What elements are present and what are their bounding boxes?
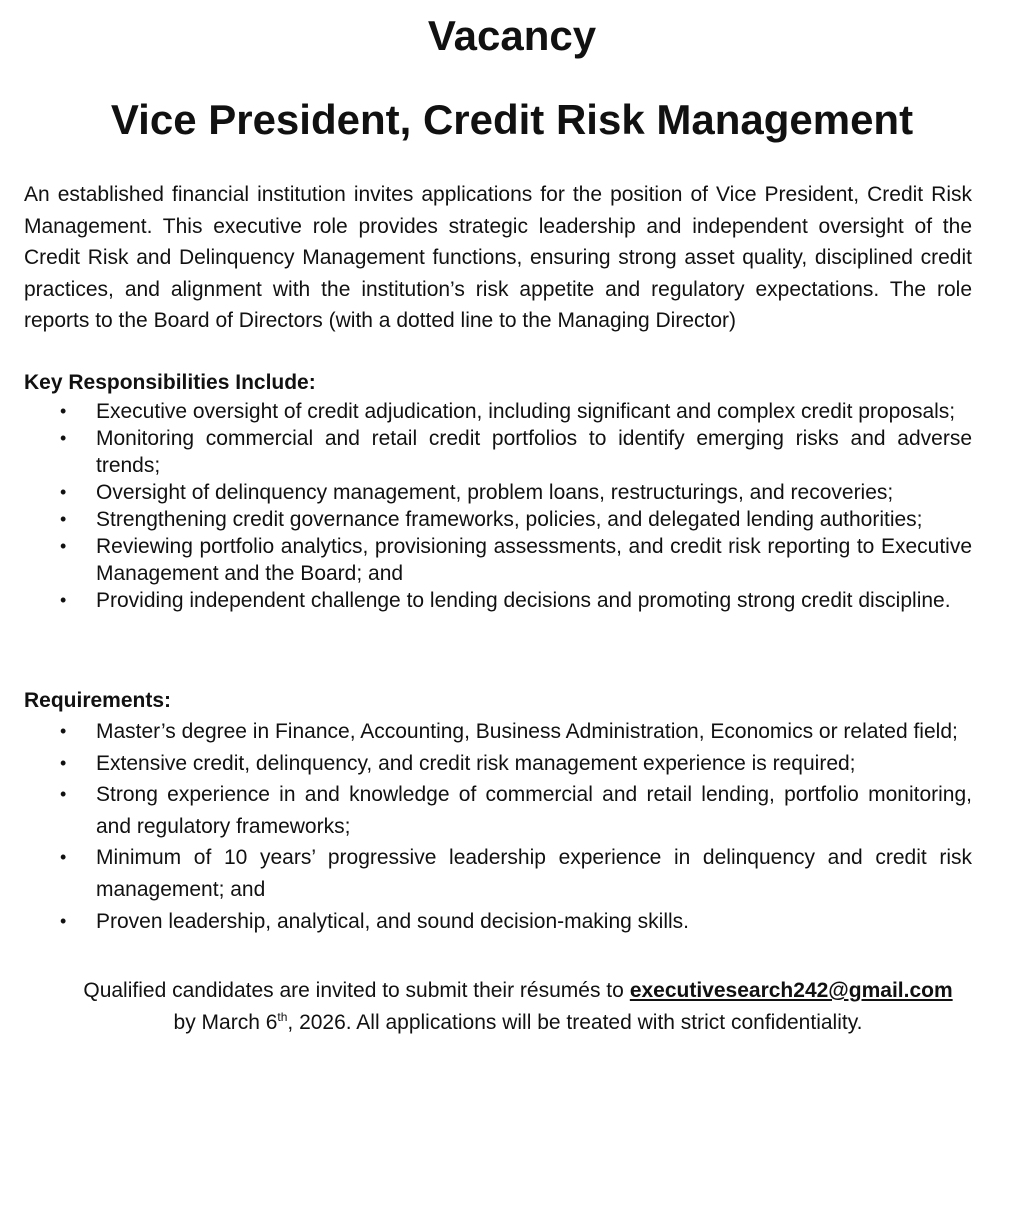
bullet-icon: • [60,589,67,610]
deadline-prefix: by March 6 [173,1011,278,1035]
deadline-suffix: , 2026. All applications will be treated with strict confidentiality. [287,1011,863,1035]
footer-line-1 [64,975,972,1007]
bullet-icon: • [60,535,67,556]
vacancy-heading: Vacancy [427,12,597,59]
responsibilities-heading: Key Responsibilities Include: [24,370,316,394]
application-instructions [24,975,972,1039]
list-item: • Proven leadership, analytical, and sound decision-making skills. [24,906,972,938]
list-item: • Executive oversight of credit adjudication, including significant and complex credit proposals; [60,399,956,423]
bullet-icon: • [60,720,67,741]
footer-line-2 [64,1007,972,1039]
bullet-icon: • [60,752,67,773]
list-item: • Strengthening credit governance frameworks, policies, and delegated lending authorities; [60,507,923,531]
bullet-icon: • [60,784,67,805]
responsibilities-list [24,398,972,614]
list-item: • Monitoring commercial and retail credit portfolios to identify emerging risks and adverse trends; [60,426,972,477]
list-item: • Minimum of 10 years’ progressive leadership experience in delinquency and credit risk management; and [24,842,972,905]
list-item: • Extensive credit, delinquency, and credit risk management experience is required; [24,748,972,780]
bullet-icon: • [60,427,67,448]
requirements-list [24,716,972,937]
bullet-icon: • [60,847,67,868]
list-item: • Strong experience in and knowledge of commercial and retail lending, portfolio monitoring, and regulatory frameworks; [24,779,972,842]
list-item: • Reviewing portfolio analytics, provisioning assessments, and credit risk reporting to Executive Management and the Board; and [60,534,972,585]
intro-paragraph: An established financial institution invites applications for the position of Vice President, Credit Risk Management. This executive role provides strategic leadership and independent oversight of the Credit Risk and Delinquency Management functions, ensuring strong asset quality, disciplined credit practices, and alignment with the institution’s risk appetite and regulatory expectations. The role reports to the Board of Directors (with a dotted line to the Managing Director) [24,183,972,333]
bullet-icon: • [60,400,67,421]
list-item: • Providing independent challenge to lending decisions and promoting strong credit discipline. [60,588,951,612]
list-item: • Oversight of delinquency management, problem loans, restructurings, and recoveries; [60,480,894,504]
bullet-icon: • [60,481,67,502]
deadline-ordinal: th [277,1010,288,1025]
bullet-icon: • [60,508,67,529]
vacancy-document [0,12,1024,1206]
footer-text: Qualified candidates are invited to submit their résumés to [83,979,624,1003]
list-item: • Master’s degree in Finance, Accounting, Business Administration, Economics or related field; [24,716,972,748]
bullet-icon: • [60,910,67,931]
job-title: Vice President, Credit Risk Management [110,96,914,143]
requirements-heading: Requirements: [24,688,172,712]
email-link[interactable]: executivesearch242@gmail.com [629,979,953,1003]
